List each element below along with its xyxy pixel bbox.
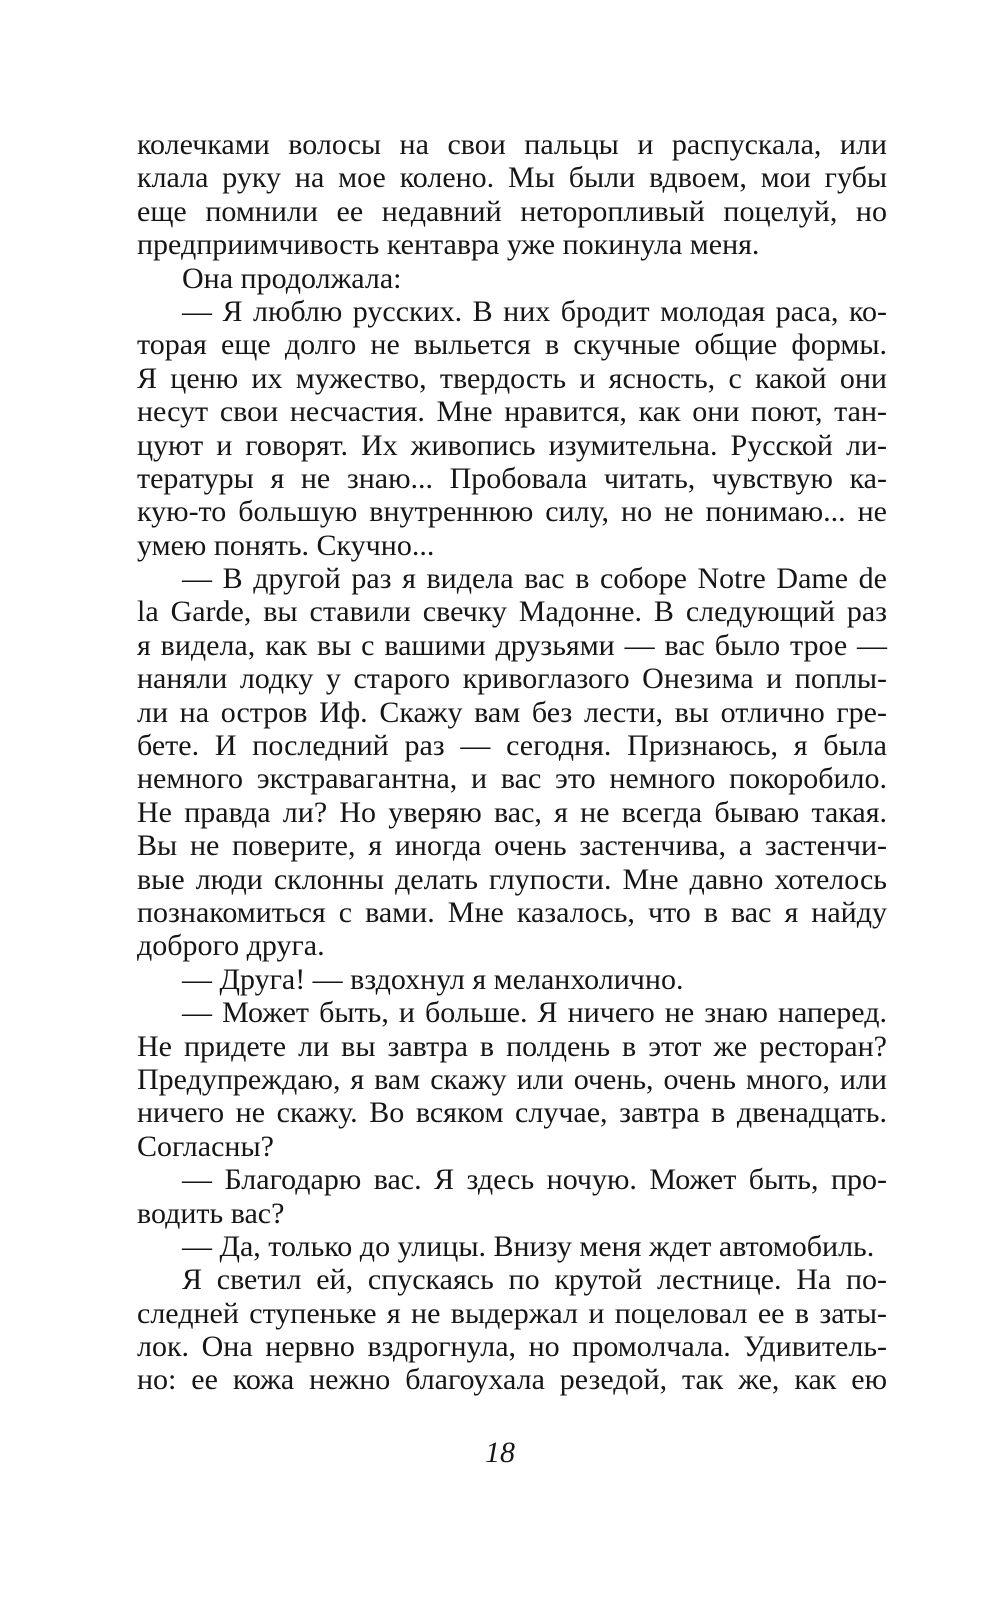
text-line: la Garde, вы ставили свечку Мадонне. В следующий раз <box>137 595 887 629</box>
text-line: Я ценю их мужество, твердость и ясность, с какой они <box>137 361 887 395</box>
text-line: но: ее кожа нежно благоухала резедой, так же, как ею <box>137 1363 887 1397</box>
text-line: немного экстравагантна, и вас это немного покоробило. <box>137 762 887 796</box>
text-line: ли на остров Иф. Скажу вам без лести, вы отлично гре- <box>137 695 887 729</box>
text-line: Предупреждаю, я вам скажу или очень, очень много, или <box>137 1062 887 1096</box>
text-line: умею понять. Скучно... <box>137 528 435 562</box>
text-line: я видела, как вы с вашими друзьями — вас было трое — <box>137 628 887 662</box>
text-line: Я светил ей, спускаясь по крутой лестнице. На по- <box>182 1263 887 1297</box>
text-line: кую-то большую внутреннюю силу, но не понимаю... не <box>137 495 887 529</box>
page-number: 18 <box>485 1436 515 1469</box>
text-line: доброго друга. <box>137 929 325 963</box>
text-line: несут свои несчастия. Мне нравится, как они поют, тан- <box>137 395 887 429</box>
text-line: вые люди склонны делать глупости. Мне давно хотелось <box>137 862 887 896</box>
text-line: предприимчивость кентавра уже покинула меня. <box>137 228 760 262</box>
text-line: Согласны? <box>137 1129 274 1163</box>
text-line: — Друга! — вздохнул я меланхолично. <box>182 962 684 996</box>
text-line: Вы не поверите, я иногда очень застенчива, а застенчи- <box>137 829 887 863</box>
text-line: — Благодарю вас. Я здесь ночую. Может быть, про- <box>182 1163 887 1197</box>
text-line: — Я люблю русских. В них бродит молодая раса, ко- <box>182 294 887 328</box>
text-line: еще помнили ее недавний неторопливый поцелуй, но <box>137 194 887 228</box>
text-line: бете. И последний раз — сегодня. Признаюсь, я была <box>137 729 887 763</box>
text-line: — Может быть, и больше. Я ничего не знаю наперед. <box>182 996 887 1030</box>
text-line: лок. Она нервно вздрогнула, но промолчала. Удивитель- <box>137 1330 887 1364</box>
text-line: тературы я не знаю... Пробовала читать, чувствую ка- <box>137 461 887 495</box>
text-line: ничего не скажу. Во всяком случае, завтра в двенадцать. <box>137 1096 887 1130</box>
text-line: следней ступеньке я не выдержал и поцеловал ее в заты- <box>137 1296 887 1330</box>
text-line: наняли лодку у старого кривоглазого Онезима и поплы- <box>137 662 887 696</box>
text-line: — Да, только до улицы. Внизу меня ждет автомобиль. <box>182 1229 875 1263</box>
text-line: клала руку на мое колено. Мы были вдвоем, мои губы <box>137 161 887 195</box>
text-line: Она продолжала: <box>182 261 402 295</box>
text-line: Не придете ли вы завтра в полдень в этот же ресторан? <box>137 1029 887 1063</box>
body-text <box>137 128 887 1397</box>
text-line: цуют и говорят. Их живопись изумительна. Русской ли- <box>137 428 887 462</box>
text-line: Не правда ли? Но уверяю вас, я не всегда бываю такая. <box>137 795 887 829</box>
text-line: торая еще долго не выльется в скучные общие формы. <box>137 328 887 362</box>
text-line: водить вас? <box>137 1196 285 1230</box>
text-line: колечками волосы на свои пальцы и распускала, или <box>137 128 887 161</box>
text-line: познакомиться с вами. Мне казалось, что в вас я найду <box>137 895 887 929</box>
text-line: — В другой раз я видела вас в соборе Notre Dame de <box>182 562 887 596</box>
